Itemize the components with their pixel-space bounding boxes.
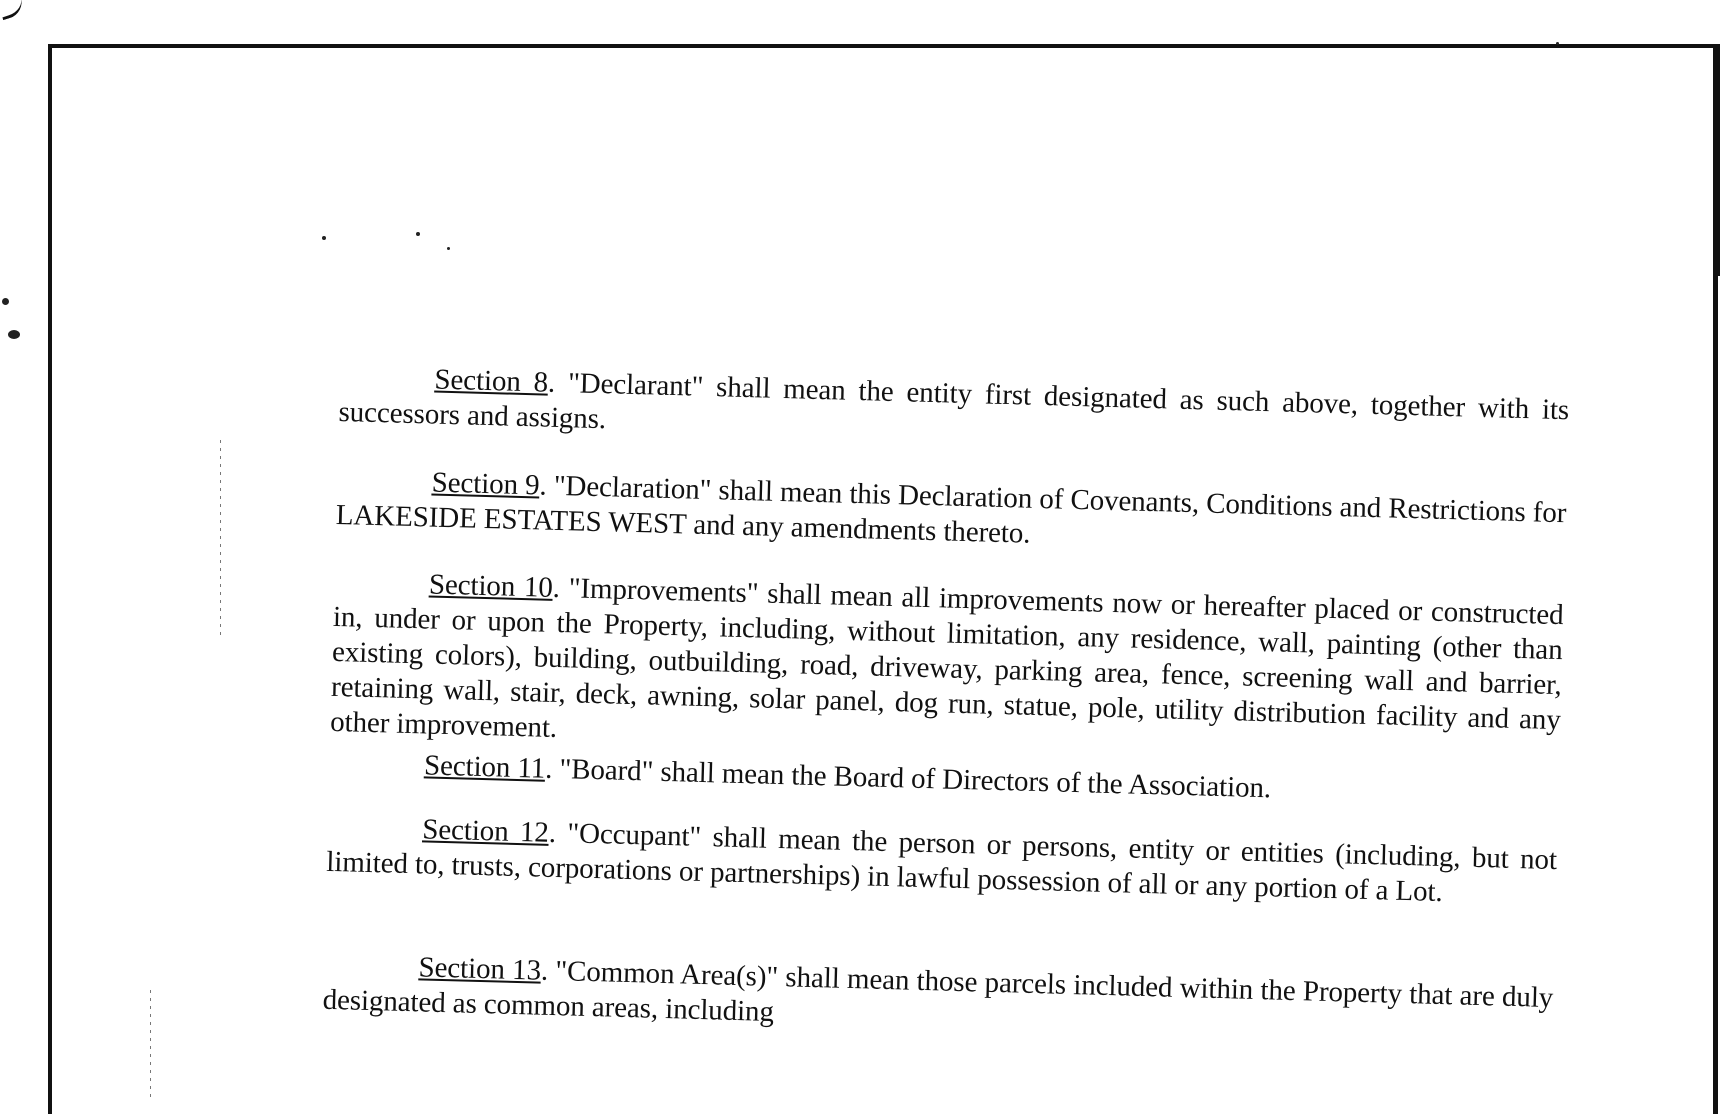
- document-body: [319, 360, 1629, 1114]
- scan-speck: [447, 247, 450, 250]
- section-11-text: . "Board" shall mean the Board of Directors of the Association.: [544, 752, 1272, 805]
- section-9-paragraph: [335, 463, 1566, 566]
- right-border-tail: [1715, 44, 1720, 276]
- section-11-label: Section 11: [423, 749, 546, 785]
- section-8-text: . "Declarant" shall mean the entity first designated as such above, together with its successors and assigns.: [338, 366, 1570, 436]
- section-12-label: Section 12: [421, 813, 550, 849]
- scan-speck: [2, 298, 9, 305]
- corner-handwriting-mark: [0, 0, 26, 20]
- section-13-label: Section 13: [418, 951, 542, 987]
- section-9-text: . "Declaration" shall mean this Declaration of Covenants, Conditions and Restrictions for LAKESIDE ESTATES WEST and any amendments thereto.: [335, 469, 1567, 550]
- section-13-paragraph: [322, 948, 1553, 1051]
- section-12-text: . "Occupant" shall mean the person or persons, entity or entities (including, but not limited to, trusts, corporations or partnerships) in lawful possession of all or any portion of a Lot.: [325, 816, 1558, 909]
- section-10-paragraph: [330, 565, 1564, 773]
- section-10-text: . "Improvements" shall mean all improvements now or hereafter placed or constructed in, under or upon the Property, including, without limitation, any residence, wall, painting (other than existing colors), building, outbuilding, road, driveway, parking area, fence, screening wall and barrier, retaining wall, stair, deck, awning, solar panel, dog run, statue, pole, utility distribution facility and any other improvement.: [329, 571, 1564, 744]
- section-10-label: Section 10: [428, 568, 554, 604]
- section-12-paragraph: [326, 810, 1557, 913]
- section-13-text: . "Common Area(s)" shall mean those parcels included within the Property that are duly designated as common areas, including: [322, 954, 1554, 1028]
- scan-speck: [1556, 42, 1559, 45]
- left-margin-dots: [150, 990, 151, 1100]
- section-8-label: Section 8: [434, 363, 549, 399]
- scan-speck: [8, 330, 20, 339]
- section-9-label: Section 9: [431, 466, 540, 502]
- scan-speck: [322, 236, 326, 240]
- scan-speck: [416, 232, 420, 236]
- left-margin-dots: [220, 440, 221, 640]
